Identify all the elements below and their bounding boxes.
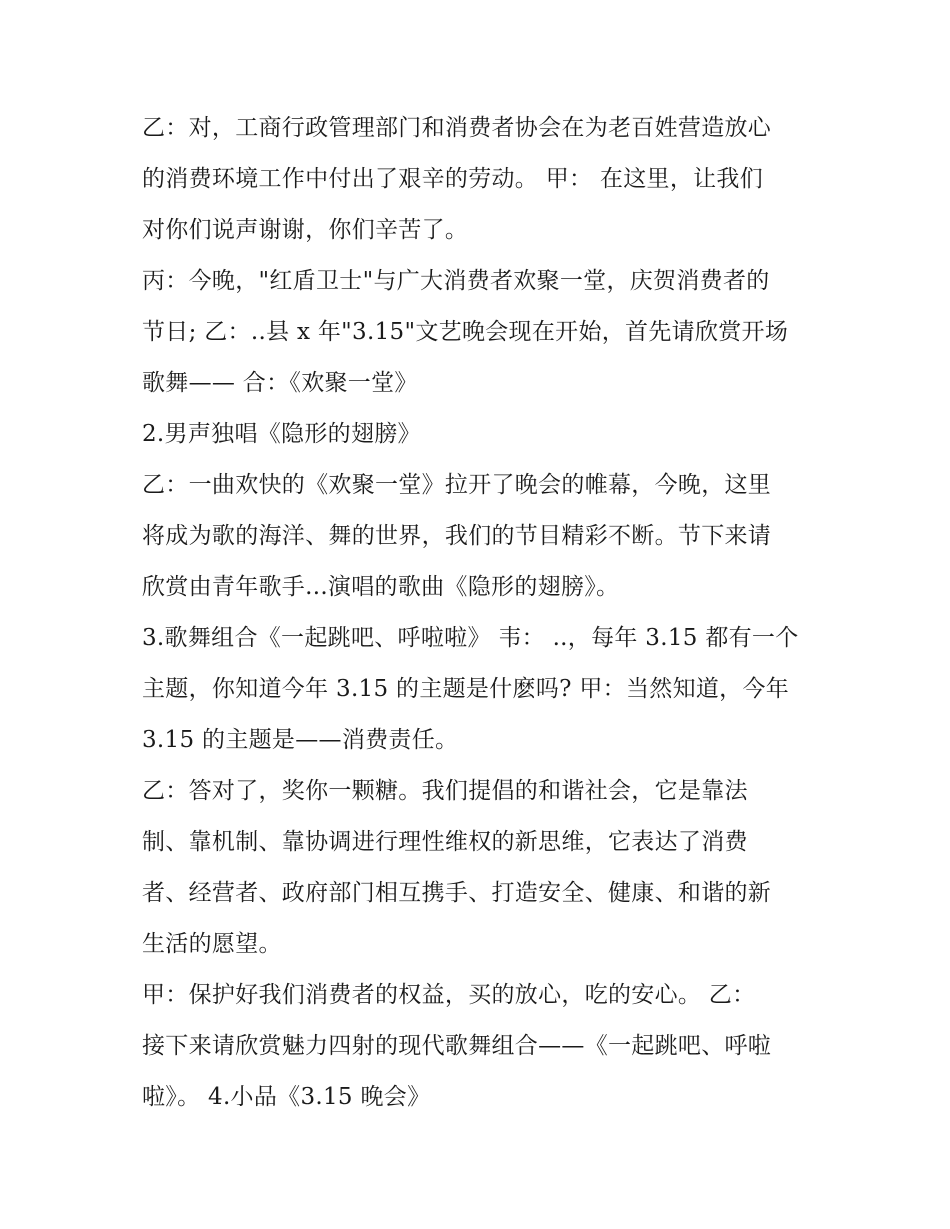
- program-item-heading: 3.歌舞组合《一起跳吧、呼啦啦》 韦： ..，每年 3.15 都有一个: [142, 625, 799, 651]
- text-line: 啦》。 4.小品《3.15 晚会》: [142, 1084, 431, 1110]
- text-line: 主题，你知道今年 3.15 的主题是什麽吗? 甲：当然知道，今年: [142, 676, 790, 702]
- text-line: 生活的愿望。: [142, 931, 282, 957]
- text-line: 丙：今晚，"红盾卫士"与广大消费者欢聚一堂，庆贺消费者的: [142, 268, 770, 294]
- text-line: 乙：答对了，奖你一颗糖。我们提倡的和谐社会，它是靠法: [142, 778, 748, 804]
- text-line: 乙：对，工商行政管理部门和消费者协会在为老百姓营造放心: [142, 115, 772, 141]
- document-body: [142, 103, 814, 1123]
- text-line: 对你们说声谢谢，你们辛苦了。: [142, 217, 469, 243]
- text-line: 接下来请欣赏魅力四射的现代歌舞组合——《一起跳吧、呼啦: [142, 1033, 772, 1059]
- text-line: 将成为歌的海洋、舞的世界，我们的节目精彩不断。节下来请: [142, 523, 772, 549]
- text-line: 节日; 乙：..县 x 年"3.15"文艺晚会现在开始，首先请欣赏开场: [142, 319, 789, 345]
- text-line: 乙：一曲欢快的《欢聚一堂》拉开了晚会的帷幕，今晚，这里: [142, 472, 772, 498]
- text-line: 欣赏由青年歌手...演唱的歌曲《隐形的翅膀》。: [142, 574, 620, 600]
- text-line: 甲：保护好我们消费者的权益，买的放心，吃的安心。 乙：: [142, 982, 756, 1008]
- text-line: 3.15 的主题是——消费责任。: [142, 727, 459, 753]
- text-line: 者、经营者、政府部门相互携手、打造安全、健康、和谐的新: [142, 880, 772, 906]
- text-line: 歌舞—— 合：《欢聚一堂》: [142, 370, 418, 396]
- text-line: 的消费环境工作中付出了艰辛的劳动。 甲： 在这里，让我们: [142, 166, 764, 192]
- text-line: 制、靠机制、靠协调进行理性维权的新思维，它表达了消费: [142, 829, 748, 855]
- program-item-heading: 2.男声独唱《隐形的翅膀》: [142, 421, 421, 447]
